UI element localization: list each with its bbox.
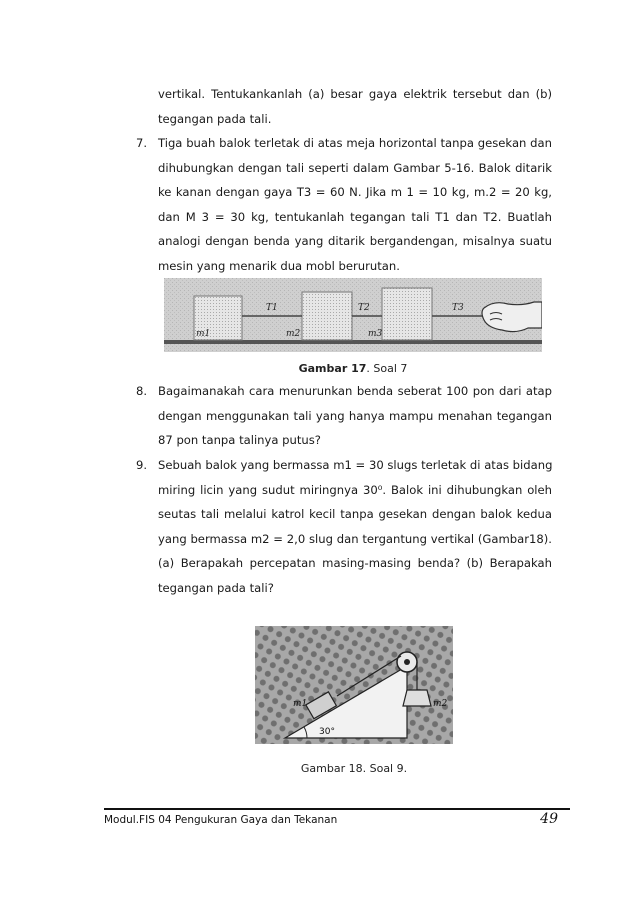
caption-bold: Gambar 17 xyxy=(298,362,367,375)
problem9-text xyxy=(158,453,552,601)
text-line: seutas tali melalui katrol kecil tanpa gesekan dengan balok kedua xyxy=(158,507,552,522)
label-T3: T3 xyxy=(452,303,464,313)
label-angle: 30° xyxy=(319,727,335,737)
text-line: (a) Berapakah percepatan masing-masing benda? (b) Berapakah xyxy=(158,556,552,571)
problem9-number: 9. xyxy=(136,458,148,472)
figure18-drawing xyxy=(255,626,453,744)
label-m2: m2 xyxy=(286,329,301,339)
figure18-caption: Gambar 18. Soal 9. xyxy=(300,762,408,775)
text-line: vertikal. Tentukankanlah (a) besar gaya elektrik tersebut dan (b) xyxy=(158,87,552,101)
label-m2: m2 xyxy=(433,699,448,709)
figure17-drawing xyxy=(164,278,542,352)
problem8-text xyxy=(158,379,552,453)
problem7-number: 7. xyxy=(136,136,148,150)
text-line: Tiga buah balok terletak di atas meja horizontal tanpa gesekan dan xyxy=(158,136,552,150)
text-line: tegangan pada tali? xyxy=(158,580,274,595)
text-line: Bagaimanakah cara menurunkan benda seberat 100 pon dari atap xyxy=(158,384,552,398)
text-line: tegangan pada tali. xyxy=(158,111,272,126)
text-line: yang bermassa m2 = 2,0 slug dan tergantung vertikal (Gambar18). xyxy=(158,531,552,546)
text-line: miring licin yang sudut miringnya 30⁰. Balok ini dihubungkan oleh xyxy=(158,482,552,497)
problem6-continuation xyxy=(158,82,552,131)
label-m1: m1 xyxy=(196,329,211,339)
text-line: Sebuah balok yang bermassa m1 = 30 slugs terletak di atas bidang xyxy=(158,458,553,472)
text-line: analogi dengan benda yang ditarik bergandengan, misalnya suatu xyxy=(158,234,552,249)
label-m3: m3 xyxy=(368,329,383,339)
text-line: ke kanan dengan gaya T3 = 60 N. Jika m 1 = 10 kg, m.2 = 20 kg, xyxy=(158,185,552,200)
text-line: 87 pon tanpa talinya putus? xyxy=(158,433,321,448)
text-line: dihubungkan dengan tali seperti dalam Gambar 5-16. Balok ditarik xyxy=(158,160,552,175)
text-line: mesin yang menarik dua mobl berurutan. xyxy=(158,258,400,273)
label-T2: T2 xyxy=(358,303,370,313)
label-m1: m1 xyxy=(293,699,308,709)
problem7-text xyxy=(158,131,552,279)
figure17-image xyxy=(164,278,542,352)
footer-module-title: Modul.FIS 04 Pengukuran Gaya dan Tekanan xyxy=(104,814,338,826)
label-T1: T1 xyxy=(266,303,278,313)
figure17-caption xyxy=(230,362,476,375)
text-line: dengan menggunakan tali yang hanya mampu menahan tegangan xyxy=(158,408,552,423)
caption-rest: . Soal 7 xyxy=(366,362,408,375)
figure18-image xyxy=(255,626,453,744)
text-line: dan M 3 = 30 kg, tentukanlah tegangan tali T1 dan T2. Buatlah xyxy=(158,209,552,224)
page-number: 49 xyxy=(540,811,558,827)
footer-rule xyxy=(104,808,570,810)
problem8-number: 8. xyxy=(136,384,148,398)
